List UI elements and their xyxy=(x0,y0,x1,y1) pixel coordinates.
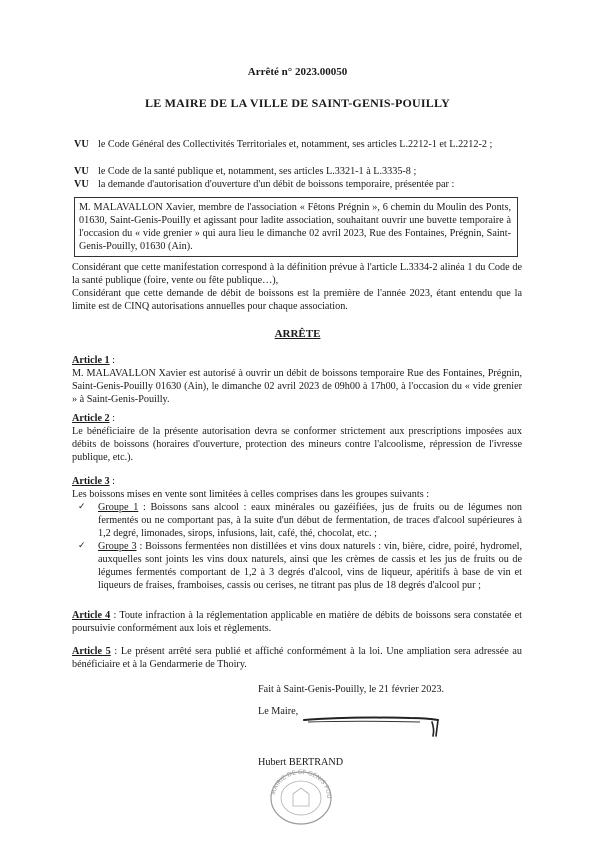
group-1-item xyxy=(78,501,522,540)
article-5 xyxy=(72,645,522,671)
group-3-item xyxy=(78,540,522,592)
group-1-text: : Boissons sans alcool : eaux minérales ou gazéifiées, jus de fruits ou de légumes non fermentés ou ne comportant pas, à la suite d'un début de fermentation, de traces d'alcool supérieures à 1,2 degré, limonades, sirops, infusions, lait, café, thé, chocolat, etc. ; xyxy=(98,502,522,539)
vu-item xyxy=(74,138,514,151)
vu-item xyxy=(74,178,514,191)
vu-text: le Code Général des Collectivités Territoriales et, notamment, ses articles L.2212-1 et L.2212-2 ; xyxy=(98,139,493,150)
vu-item xyxy=(74,165,514,178)
article-sep: : xyxy=(110,646,121,657)
vu-text: le Code de la santé publique et, notamment, ses articles L.3321-1 à L.3335-8 ; xyxy=(98,166,417,177)
article-1 xyxy=(72,354,522,406)
handwritten-signature xyxy=(300,706,450,740)
considerant-1: Considérant que cette manifestation correspond à la définition prévue à l'article L.3334-2 alinéa 1 du Code de la santé publique (foire, vente ou fête publique…), xyxy=(72,262,522,286)
article-3-title: Article 3 xyxy=(72,476,110,487)
article-sep: : xyxy=(110,610,120,621)
arrete-heading: ARRÊTE xyxy=(274,328,321,340)
article-sep: : xyxy=(109,476,116,487)
vu-label: VU xyxy=(74,166,89,177)
document-title: LE MAIRE DE LA VILLE DE SAINT-GENIS-POUILLY xyxy=(145,96,450,110)
signatory-name: Hubert BERTRAND xyxy=(258,757,344,768)
article-4-title: Article 4 xyxy=(72,610,111,621)
article-2 xyxy=(72,412,522,464)
article-4 xyxy=(72,609,522,635)
checkmark-icon: ✓ xyxy=(78,502,86,512)
vu-label: VU xyxy=(74,139,89,150)
group-3-name: Groupe 3 xyxy=(98,541,137,552)
article-sep: : xyxy=(109,355,116,366)
article-5-title: Article 5 xyxy=(72,646,111,657)
article-4-text: Toute infraction à la réglementation applicable en matière de débits de boissons sera constatée et poursuivie conformément aux lois et règlements. xyxy=(72,610,522,634)
place-date: Fait à Saint-Genis-Pouilly, le 21 février 2023. xyxy=(258,684,445,695)
article-5-text: Le présent arrêté sera publié et affiché conformément à la loi. Une ampliation sera adressée au bénéficiaire et à la Gendarmerie de Thoiry. xyxy=(72,646,522,670)
arrete-number: Arrêté n° 2023.00050 xyxy=(247,66,348,78)
article-2-text: Le bénéficiaire de la présente autorisation devra se conformer strictement aux prescriptions imposées aux débits de boissons (horaires d'ouverture, protection des mineurs contre l'alcoolisme, répression de l'ivresse publique, etc.). xyxy=(72,426,522,463)
article-2-title: Article 2 xyxy=(72,413,110,424)
groups-list xyxy=(72,501,522,592)
article-1-text: M. MALAVALLON Xavier est autorisé à ouvrir un débit de boissons temporaire Rue des Fontaines, Prégnin, Saint-Genis-Pouilly 01630 (Ain), le dimanche 02 avril 2023 de 09h00 à 17h00, à l'occasion du « vide grenier » à Saint-Genis-Pouilly. xyxy=(72,368,522,405)
checkmark-icon: ✓ xyxy=(78,541,86,551)
group-1-name: Groupe 1 xyxy=(98,502,139,513)
official-stamp xyxy=(265,766,337,826)
article-1-title: Article 1 xyxy=(72,355,110,366)
request-box: M. MALAVALLON Xavier, membre de l'association « Fêtons Prégnin », 6 chemin du Moulin des Ponts, 01630, Saint-Genis-Pouilly et agissant pour ladite association, souhaitant ouvrir une buvette temporaire à l'occasion du « vide grenier » qui aura lieu le dimanche 02 avril 2023, Rue des Fontaines, Prégnin, Saint-Genis-Pouilly, 01630 (Ain). xyxy=(74,197,518,257)
vu-text: la demande d'autorisation d'ouverture d'un débit de boissons temporaire, présentée par : xyxy=(98,179,455,190)
article-3-intro: Les boissons mises en vente sont limitées à celles comprises dans les groupes suivants : xyxy=(72,489,430,500)
considerant-2: Considérant que cette demande de débit de boissons est la première de l'année 2023, étant entendu que la limite est de CINQ autorisations annuelles pour chaque association. xyxy=(72,288,522,312)
vu-label: VU xyxy=(74,179,89,190)
article-sep: : xyxy=(109,413,116,424)
group-3-text: : Boissons fermentées non distillées et vins doux naturels : vin, bière, cidre, poiré, hydromel, auxquelles sont joints les vins doux naturels, ainsi que les crèmes de cassis et les jus de fruits ou de légumes fermentés comportant de 1,2 à 3 degrés d'alcool, vins de liqueur, apéritifs à base de vin et liqueurs de fraises, framboises, cassis ou cerises, ne titrant pas plus de 18 degrés d'alcool pur ; xyxy=(98,541,522,591)
article-3 xyxy=(72,475,522,592)
signatory-role: Le Maire, xyxy=(258,706,299,717)
svg-text:MAIRIE DE ST GENIS POUILLY: MAIRIE DE ST GENIS POU xyxy=(270,768,333,799)
